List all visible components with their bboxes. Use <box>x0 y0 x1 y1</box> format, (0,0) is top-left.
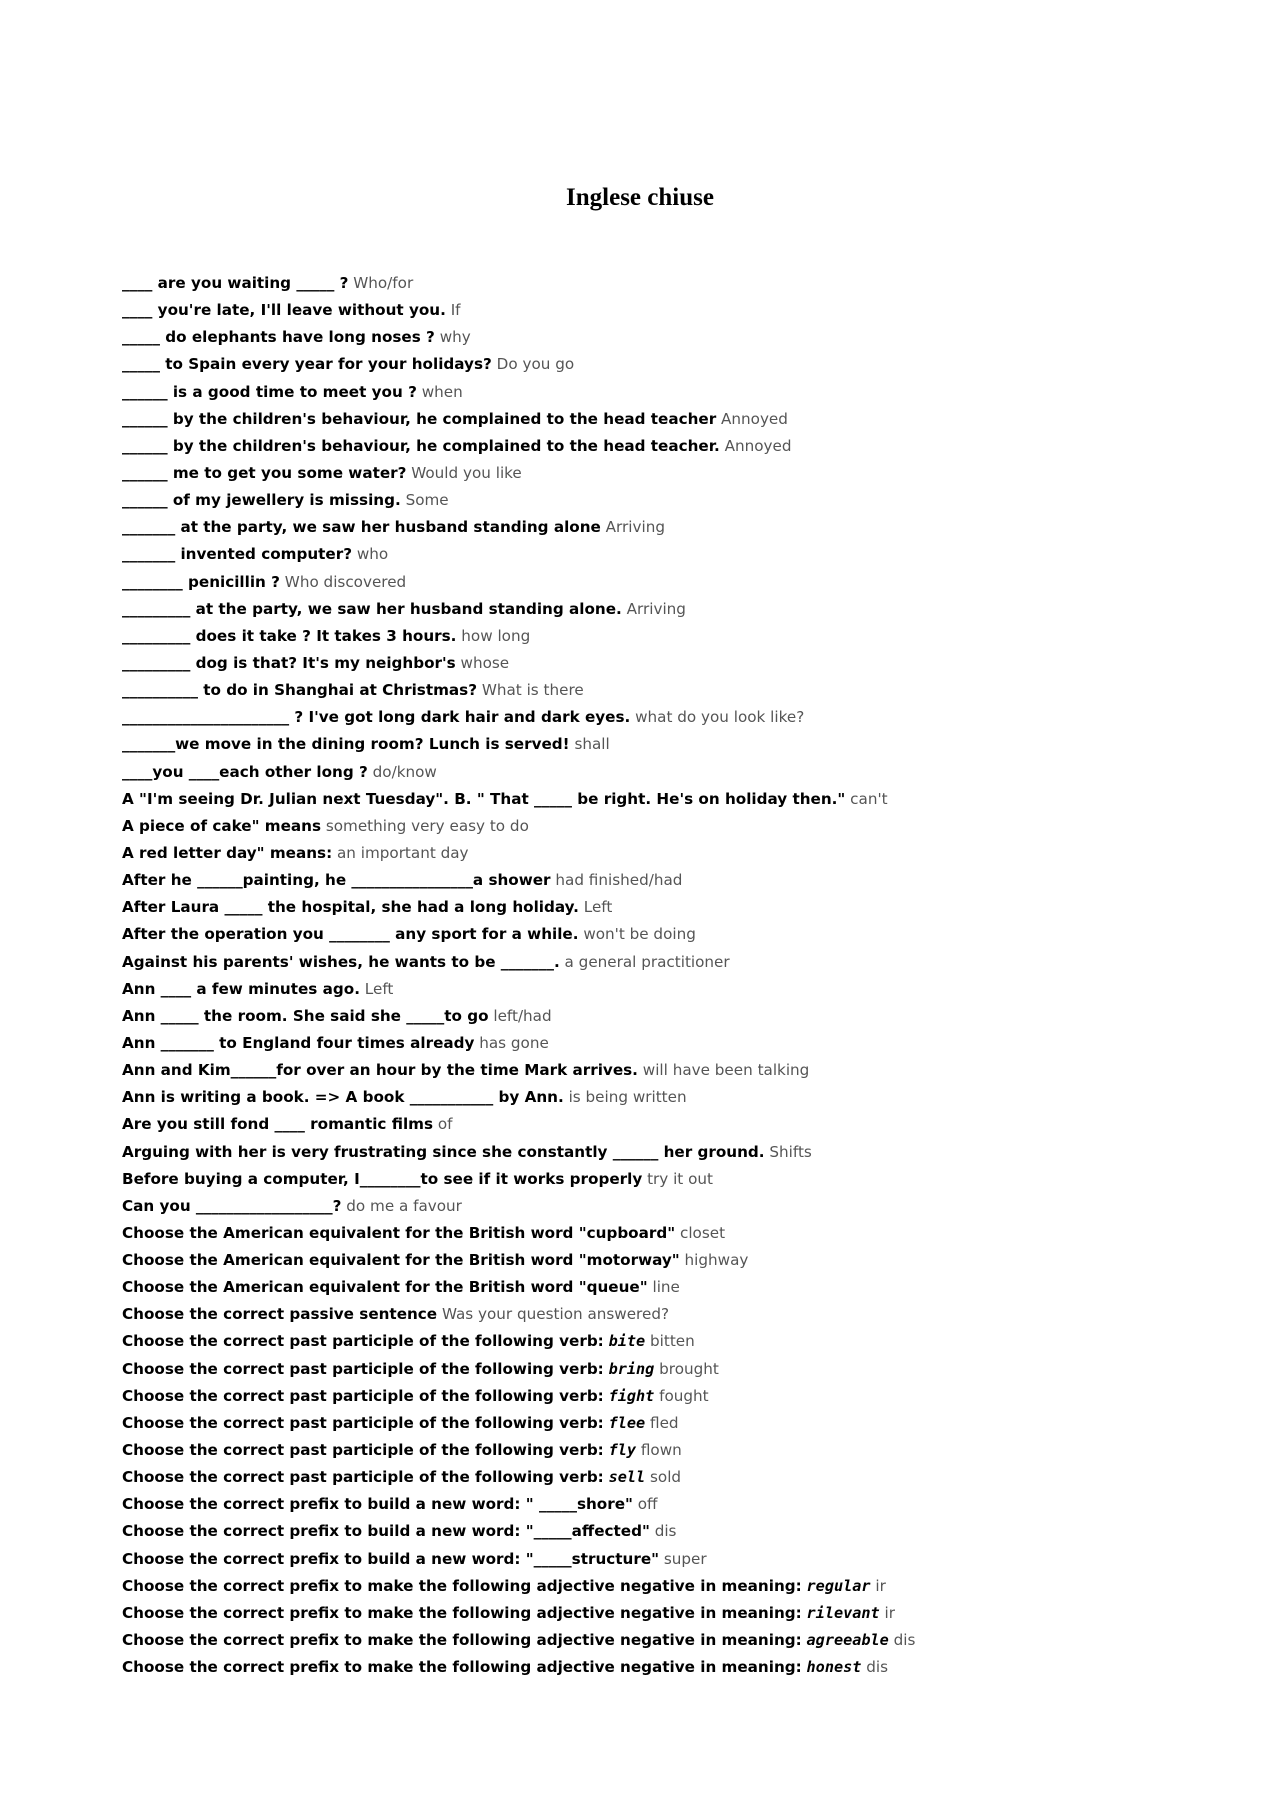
answer-text: will have been talking <box>642 1061 810 1080</box>
answer-text: Do you go <box>496 355 575 374</box>
question-text: _________ does it take ? It takes 3 hours. <box>122 626 457 645</box>
answer-text: closet <box>679 1223 726 1242</box>
answer-text: ir <box>884 1603 895 1622</box>
question-text: ______ is a good time to meet you ? <box>122 382 417 401</box>
target-word: honest <box>806 1658 862 1677</box>
qa-row <box>122 1410 915 1437</box>
question-text: Choose the correct past participle of the following verb: <box>122 1359 604 1378</box>
qa-row <box>122 704 915 731</box>
target-word: flee <box>608 1413 646 1432</box>
question-text: ______________________ ? I've got long dark hair and dark eyes. <box>122 708 631 727</box>
qa-row <box>122 1627 915 1654</box>
question-text: Ann and Kim______for over an hour by the time Mark arrives. <box>122 1061 638 1080</box>
page-title: Inglese chiuse <box>566 184 714 211</box>
question-text: A piece of cake" means <box>122 816 322 835</box>
qa-row <box>122 759 915 786</box>
answer-text: fled <box>650 1413 679 1432</box>
question-text: After Laura _____ the hospital, she had a long holiday. <box>122 898 579 917</box>
target-word: fight <box>608 1386 655 1405</box>
qa-row <box>122 1437 915 1464</box>
question-text: Choose the correct prefix to make the following adjective negative in meaning: <box>122 1658 802 1677</box>
target-word: rilevant <box>806 1603 880 1622</box>
answer-text: do/know <box>372 762 437 781</box>
answer-text: Would you like <box>411 463 522 482</box>
question-text: Choose the correct prefix to make the following adjective negative in meaning: <box>122 1576 802 1595</box>
question-text: _________ dog is that? It's my neighbor's <box>122 653 456 672</box>
question-text: Choose the correct prefix to build a new word: " _____shore" <box>122 1495 633 1514</box>
qa-row <box>122 731 915 758</box>
question-text: Choose the correct past participle of the following verb: <box>122 1441 604 1460</box>
answer-text: when <box>421 382 463 401</box>
qa-row <box>122 514 915 541</box>
qa-row <box>122 677 915 704</box>
qa-row <box>122 460 915 487</box>
question-text: ______ me to get you some water? <box>122 463 407 482</box>
answer-text: super <box>663 1549 707 1568</box>
question-text: ____ you're late, I'll leave without you. <box>122 301 446 320</box>
qa-row <box>122 1356 915 1383</box>
question-text: Ann _____ the room. She said she _____to go <box>122 1006 489 1025</box>
answer-text: Was your question answered? <box>441 1305 670 1324</box>
qa-row <box>122 949 915 976</box>
qa-row <box>122 1573 915 1600</box>
answer-text: of <box>437 1115 453 1134</box>
answer-text: Annoyed <box>721 409 788 428</box>
question-text: Ann is writing a book. => A book ___________ by Ann. <box>122 1088 564 1107</box>
answer-text: Left <box>583 898 613 917</box>
question-text: ______ of my jewellery is missing. <box>122 491 401 510</box>
answer-text: an important day <box>336 843 469 862</box>
answer-text: a general practitioner <box>564 952 730 971</box>
answer-text: What is there <box>481 681 584 700</box>
question-text: Choose the correct past participle of the following verb: <box>122 1468 604 1487</box>
answer-text: has gone <box>479 1033 549 1052</box>
answer-text: Annoyed <box>724 436 792 455</box>
question-text: __________ to do in Shanghai at Christmas? <box>122 681 478 700</box>
qa-row <box>122 1139 915 1166</box>
question-text: Choose the correct past participle of the following verb: <box>122 1332 604 1351</box>
qa-row <box>122 1084 915 1111</box>
question-text: Can you __________________? <box>122 1196 342 1215</box>
answer-text: fought <box>659 1386 709 1405</box>
question-text: _____ to Spain every year for your holidays? <box>122 355 492 374</box>
qa-row <box>122 324 915 351</box>
answer-text: Shifts <box>769 1142 812 1161</box>
qa-row <box>122 433 915 460</box>
question-text: Against his parents' wishes, he wants to be _______. <box>122 952 560 971</box>
question-text: _______ at the party, we saw her husband standing alone <box>122 518 601 537</box>
qa-row <box>122 786 915 813</box>
qa-row <box>122 813 915 840</box>
answer-text: line <box>652 1278 680 1297</box>
qa-row <box>122 1003 915 1030</box>
qa-row <box>122 1274 915 1301</box>
qa-row <box>122 270 915 297</box>
answer-text: ir <box>875 1576 886 1595</box>
question-text: After he ______painting, he ________________a shower <box>122 871 551 890</box>
qa-row <box>122 351 915 378</box>
answer-text: Arriving <box>626 599 686 618</box>
question-text: ________ penicillin ? <box>122 572 280 591</box>
qa-row <box>122 840 915 867</box>
answer-text: bitten <box>650 1332 695 1351</box>
question-text: Choose the correct prefix to make the following adjective negative in meaning: <box>122 1631 802 1650</box>
question-text: ______ by the children's behaviour, he complained to the head teacher. <box>122 436 720 455</box>
qa-row <box>122 297 915 324</box>
question-text: Choose the American equivalent for the British word "queue" <box>122 1278 648 1297</box>
qa-row <box>122 1328 915 1355</box>
qa-row <box>122 1600 915 1627</box>
qa-row <box>122 569 915 596</box>
question-text: Choose the correct past participle of the following verb: <box>122 1386 604 1405</box>
answer-text: left/had <box>493 1006 552 1025</box>
question-text: ____ are you waiting _____ ? <box>122 274 349 292</box>
question-text: Choose the correct prefix to build a new word: "_____affected" <box>122 1522 650 1541</box>
question-text: _______ invented computer? <box>122 545 353 564</box>
question-text: Before buying a computer, I________to see if it works properly <box>122 1169 643 1188</box>
answer-text: whose <box>460 653 510 672</box>
qa-row <box>122 894 915 921</box>
question-text: Choose the correct prefix to make the following adjective negative in meaning: <box>122 1603 802 1622</box>
answer-text: how long <box>461 626 531 645</box>
question-text: _________ at the party, we saw her husband standing alone. <box>122 599 622 618</box>
question-text: ____you ____each other long ? <box>122 762 368 781</box>
qa-row <box>122 921 915 948</box>
answer-text: flown <box>640 1441 682 1460</box>
qa-row <box>122 1546 915 1573</box>
answer-text: sold <box>650 1468 682 1487</box>
answer-text: off <box>637 1495 658 1514</box>
answer-text: Arriving <box>605 518 665 537</box>
qa-row <box>122 1464 915 1491</box>
question-text: _______we move in the dining room? Lunch is served! <box>122 735 570 754</box>
answer-text: can't <box>850 789 888 808</box>
answer-text: Some <box>405 491 449 510</box>
question-text: Ann ____ a few minutes ago. <box>122 979 360 998</box>
question-text: ______ by the children's behaviour, he complained to the head teacher <box>122 409 717 428</box>
answer-text: brought <box>659 1359 719 1378</box>
question-text: _____ do elephants have long noses ? <box>122 328 435 347</box>
question-text: A red letter day" means: <box>122 843 333 862</box>
qa-row <box>122 1654 915 1681</box>
answer-text: who <box>356 545 389 564</box>
question-answer-list <box>122 270 915 1681</box>
qa-row <box>122 1057 915 1084</box>
qa-row <box>122 1193 915 1220</box>
answer-text: do me a favour <box>346 1196 462 1215</box>
answer-text: shall <box>574 735 610 754</box>
answer-text: If <box>450 301 461 320</box>
answer-text: Left <box>364 979 394 998</box>
qa-row <box>122 1383 915 1410</box>
qa-row <box>122 1491 915 1518</box>
question-text: Choose the American equivalent for the British word "cupboard" <box>122 1223 676 1242</box>
question-text: After the operation you ________ any sport for a while. <box>122 925 579 944</box>
qa-row <box>122 1111 915 1138</box>
qa-row <box>122 1518 915 1545</box>
qa-row <box>122 1301 915 1328</box>
answer-text: try it out <box>647 1169 713 1188</box>
question-text: Choose the correct prefix to build a new word: "_____structure" <box>122 1549 660 1568</box>
question-text: Choose the American equivalent for the British word "motorway" <box>122 1251 680 1270</box>
answer-text: why <box>439 328 471 347</box>
qa-row <box>122 976 915 1003</box>
target-word: regular <box>806 1576 871 1595</box>
question-text: A "I'm seeing Dr. Julian next Tuesday". B. " That _____ be right. He's on holiday then." <box>122 789 846 808</box>
target-word: bite <box>608 1332 646 1351</box>
answer-text: dis <box>893 1631 916 1650</box>
question-text: Ann _______ to England four times already <box>122 1033 475 1052</box>
target-word: fly <box>608 1441 637 1460</box>
qa-row <box>122 1030 915 1057</box>
answer-text: what do you look like? <box>635 708 805 727</box>
answer-text: had finished/had <box>555 871 683 890</box>
qa-row <box>122 487 915 514</box>
qa-row <box>122 541 915 568</box>
qa-row <box>122 650 915 677</box>
answer-text: Who discovered <box>284 572 407 591</box>
answer-text: Who/for <box>353 274 414 292</box>
answer-text: dis <box>654 1522 677 1541</box>
qa-row <box>122 406 915 433</box>
question-text: Arguing with her is very frustrating since she constantly ______ her ground. <box>122 1142 765 1161</box>
target-word: agreeable <box>806 1631 889 1650</box>
target-word: bring <box>608 1359 655 1378</box>
qa-row <box>122 379 915 406</box>
qa-row <box>122 1247 915 1274</box>
answer-text: is being written <box>568 1088 687 1107</box>
qa-row <box>122 867 915 894</box>
answer-text: something very easy to do <box>325 816 529 835</box>
question-text: Choose the correct passive sentence <box>122 1305 438 1324</box>
qa-row <box>122 596 915 623</box>
target-word: sell <box>608 1468 646 1487</box>
question-text: Choose the correct past participle of the following verb: <box>122 1413 604 1432</box>
answer-text: won't be doing <box>583 925 696 944</box>
qa-row <box>122 1220 915 1247</box>
answer-text: dis <box>866 1658 889 1677</box>
qa-row <box>122 623 915 650</box>
qa-row <box>122 1166 915 1193</box>
question-text: Are you still fond ____ romantic films <box>122 1115 434 1134</box>
answer-text: highway <box>684 1251 749 1270</box>
